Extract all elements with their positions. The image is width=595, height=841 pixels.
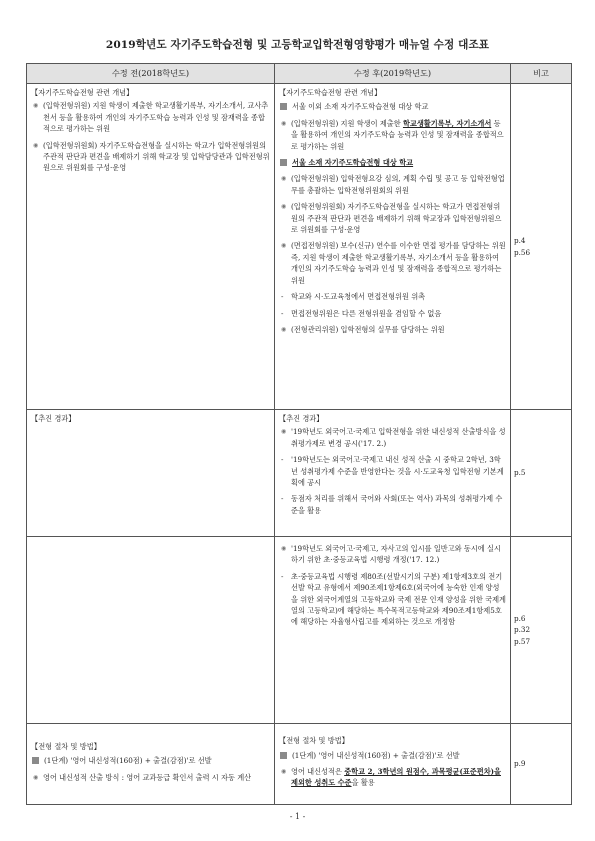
list-item: ◉ (입학전형위원) 입학전형요강 심의, 계획 수립 및 공고 등 입학전형업무를 총괄하는 입학전형위원회의 위원 <box>281 174 505 195</box>
section-header: 【자기주도학습전형 관련 개념】 <box>279 88 382 97</box>
row2-before-cell <box>27 410 275 537</box>
circle-bullet-icon: ◉ <box>281 325 287 333</box>
list-item: ◉ '19학년도 외국어고·국제고, 자사고의 입시를 일반고와 동시에 실시하기 위한 초·중등교육법 시행령 개정('17. 12.) <box>281 544 501 565</box>
dash-bullet-icon: - <box>281 455 284 465</box>
circle-bullet-icon: ◉ <box>281 242 287 250</box>
circle-bullet-icon: ◉ <box>33 102 39 110</box>
circle-bullet-icon: ◉ <box>281 119 287 127</box>
circle-bullet-icon: ◉ <box>281 545 287 552</box>
square-bullet-icon <box>280 752 287 759</box>
list-item: ◉ (면접전형위원) 보수(신규) 연수를 이수한 면접 평가를 담당하는 위원 즉, 지원 학생이 제출한 학교생활기록부, 자기소개서 등을 활용하여 개인의 자기주도학습 능력과 인성 및 잠재력을 종합적으로 평가하는 위원 <box>281 241 506 285</box>
list-item: ◉ '19학년도 외국어고·국제고 입학전형을 위한 내신성적 산출방식을 성취평가제로 변경 공시('17. 2.) <box>281 427 506 448</box>
square-item: (1단계) '영어 내신성적(160점) + 출결(감점)'로 선발 <box>31 755 270 766</box>
square-bullet-icon <box>32 757 39 764</box>
list-item: ◉ (전형관리위원) 입학전형의 실무를 담당하는 위원 <box>281 324 445 334</box>
section-header: 【전형 절차 및 방법】 <box>31 741 101 751</box>
dash-item: - '19학년도는 외국어고·국제고 내신 성적 산출 시 중학교 2학년, 3학년 성취평가제 수준을 반영한다는 것을 시·도교육청 입학전형 기본계획에 공시 <box>281 455 504 488</box>
row1-before-cell <box>27 84 275 410</box>
list-item: ◉ (입학전형위원) 지원 학생이 제출한 학교생활기록부, 자기소개서 등을 활용하여 개인의 자기주도학습 능력과 인성 및 잠재력을 종합적으로 평가하는 위원 <box>281 118 504 151</box>
dash-bullet-icon: - <box>281 292 284 302</box>
circle-bullet-icon: ◉ <box>33 141 39 149</box>
page-number: - 1 - <box>289 812 306 821</box>
dash-bullet-icon: - <box>281 494 284 504</box>
square-bullet-icon <box>280 159 287 166</box>
dash-bullet-icon: - <box>281 571 284 581</box>
square-item: 서울 소재 자기주도학습전형 대상 학교 <box>279 157 506 168</box>
row3-note-cell <box>511 537 572 724</box>
row3-after-cell <box>275 537 511 724</box>
circle-bullet-icon: ◉ <box>281 428 287 436</box>
section-header: 【자기주도학습전형 관련 개념】 <box>31 88 134 97</box>
table-row <box>27 537 572 724</box>
circle-bullet-icon: ◉ <box>281 175 287 183</box>
table-row <box>27 84 572 410</box>
document-title: 2019학년도 자기주도학습전형 및 고등학교입학전형영향평가 매뉴얼 수정 대조표 <box>105 39 490 51</box>
dash-item: - 학교와 시·도교육청에서 면접전형위원 위촉 <box>281 292 426 302</box>
page-ref: p.56 <box>514 247 531 257</box>
row3-before-cell <box>27 537 275 724</box>
header-note: 비고 <box>511 64 572 84</box>
row4-note-cell <box>511 724 572 805</box>
page-ref: p.5 <box>514 468 526 478</box>
list-item: ◉ 영어 내신성적은 중학교 2, 3학년의 원점수, 과목평균(표준편차)을 제외한 성취도 수준을 활용 <box>281 767 501 788</box>
section-header: 【추진 경과】 <box>31 414 76 423</box>
row2-after-cell <box>275 410 511 537</box>
square-bullet-icon <box>280 103 287 110</box>
header-before: 수정 전(2018학년도) <box>27 64 275 84</box>
row1-note-cell <box>511 84 572 410</box>
page-ref: p.57 <box>514 636 531 646</box>
section-header: 【추진 경과】 <box>279 414 324 423</box>
row1-after-cell <box>275 84 511 410</box>
header-after: 수정 후(2019학년도) <box>275 64 511 84</box>
square-item: 서울 이외 소재 자기주도학습전형 대상 학교 <box>279 101 506 112</box>
table-row <box>27 724 572 805</box>
square-item: (1단계) '영어 내신성적(160점) + 출결(감점)'로 선발 <box>279 750 506 761</box>
highlighted-text: 학교생활기록부, 자기소개서 <box>402 118 492 128</box>
table-header-row <box>27 64 572 84</box>
row4-after-cell <box>275 724 511 805</box>
dash-item: - 초·중등교육법 시행령 제80조(선발시기의 구분) 제1항제3호의 전기 선발 학교 유형에서 제90조제1항제6호(외국어에 능숙한 인재 양성을 위한 외국어계열의 고등학교와 국제 전문 인재 양성을 위한 국제계열의 고등학교)에 해당하는 특수목적고등학교와 제90조제1항제5호에 해당하는 자율형사립고를 제외하는 것으로 개정함 <box>281 571 506 627</box>
table-row <box>27 410 572 537</box>
dash-bullet-icon: - <box>281 308 284 318</box>
highlighted-text: 중학교 2, 3학년의 원점수, 과목평균(표준편차)을 제외한 성취도 수준 <box>291 767 501 788</box>
circle-bullet-icon: ◉ <box>33 773 39 781</box>
list-item: ◉ (입학전형위원회) 자기주도학습전형을 실시하는 학교가 면접전형위원의 주관적 판단과 편견을 배제하기 위해 학교장과 입학전형위원으로 위원회를 구성·운영 <box>281 202 502 235</box>
list-item: ◉ (입학전형위원) 지원 학생이 제출한 학교생활기록부, 자기소개서, 교사추천서 등을 활용하여 개인의 자기주도학습 능력과 인성 및 잠재력을 종합적으로 평가하는 위원 <box>33 101 269 134</box>
row2-note-cell <box>511 410 572 537</box>
row4-before-cell <box>27 724 275 805</box>
page-ref: p.4 <box>514 236 526 246</box>
section-header: 【전형 절차 및 방법】 <box>279 736 349 746</box>
list-item: ◉ 영어 내신성적 산출 방식 : 영어 교과등급 확인서 출력 시 자동 계산 <box>33 772 252 782</box>
page-ref: p.6 <box>514 613 526 623</box>
dash-item: - 동점자 처리를 위해서 국어와 사회(또는 역사) 과목의 성취평가제 수준을 활용 <box>281 494 503 515</box>
dash-item: - 면접전형위원은 다른 전형위원을 겸임할 수 없음 <box>281 308 442 318</box>
page-ref: p.9 <box>514 759 526 769</box>
comparison-table <box>26 63 572 805</box>
list-item: ◉ (입학전형위원회) 자기주도학습전형을 실시하는 학교가 입학전형위원의 주관적 판단과 편견을 배제하기 위해 학교장 및 입학담당관과 입학전형위원으로 위원회를 구성·운영 <box>33 140 270 173</box>
circle-bullet-icon: ◉ <box>281 203 287 211</box>
page-ref: p.32 <box>514 625 531 635</box>
circle-bullet-icon: ◉ <box>281 768 287 775</box>
